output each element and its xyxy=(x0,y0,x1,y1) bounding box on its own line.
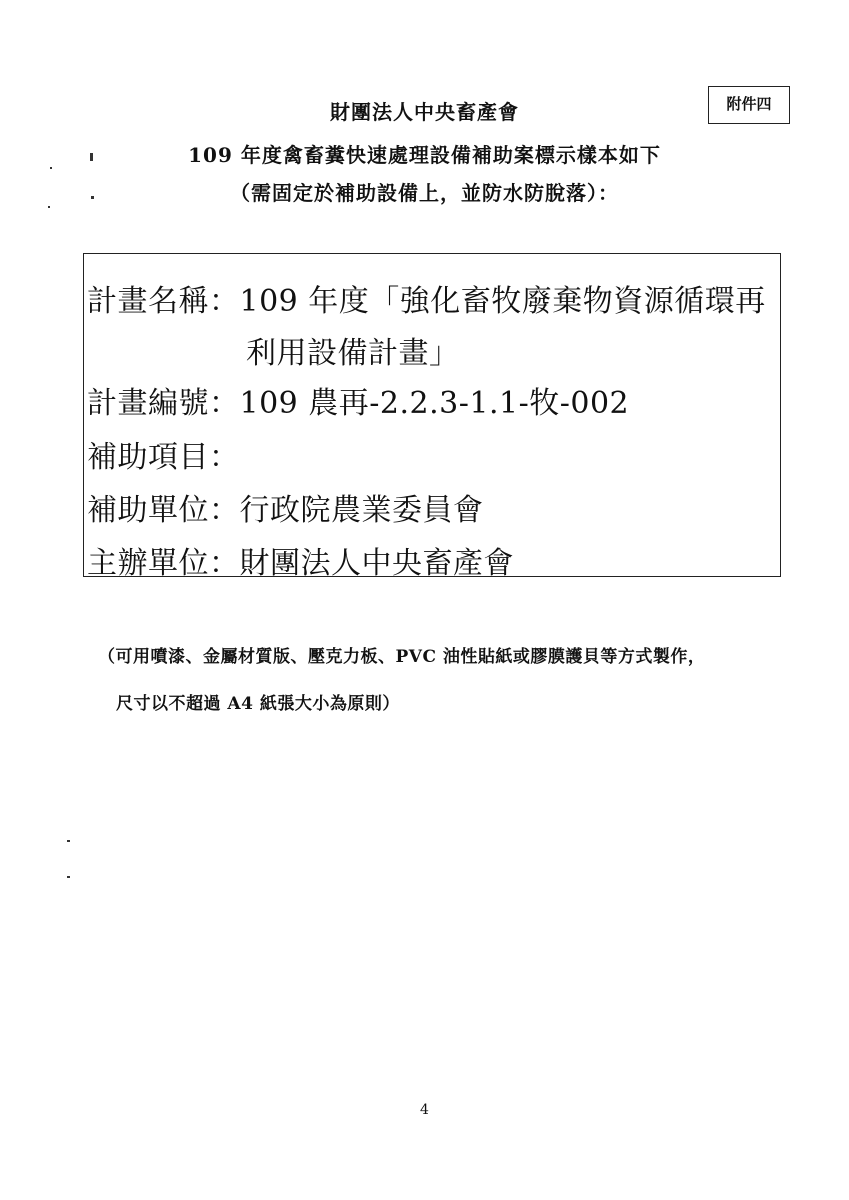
sign-sample-box xyxy=(83,253,781,581)
organization-title: 財團法人中央畜產會 xyxy=(330,100,519,124)
scan-speck xyxy=(50,167,52,169)
document-subject: 109 年度禽畜糞快速處理設備補助案標示樣本如下 xyxy=(188,143,661,167)
scan-speck xyxy=(48,206,50,208)
attachment-label: 附件四 xyxy=(708,86,790,124)
material-note-line2: 尺寸以不超過 A4 紙張大小為原則） xyxy=(116,694,400,714)
plan-name-row: 計畫名稱：109 年度「強化畜牧廢棄物資源循環再 xyxy=(87,284,766,319)
organizer-row: 主辦單位：財團法人中央畜產會 xyxy=(87,546,514,581)
subsidy-unit-row: 補助單位：行政院農業委員會 xyxy=(87,493,484,528)
scan-speck xyxy=(67,840,70,842)
page-number: 4 xyxy=(420,1102,429,1118)
scan-speck xyxy=(91,196,94,199)
plan-name-continuation: 利用設備計畫」 xyxy=(246,336,460,371)
mounting-instruction: （需固定於補助設備上，並防水防脫落）： xyxy=(230,181,619,205)
scan-speck xyxy=(67,876,70,878)
plan-number-row: 計畫編號：109 農再-2.2.3-1.1-牧-002 xyxy=(87,386,630,421)
scan-speck xyxy=(90,153,93,161)
material-note-line1: （可用噴漆、金屬材質版、壓克力板、PVC 油性貼紙或膠膜護貝等方式製作， xyxy=(98,647,706,667)
subsidy-item-row: 補助項目： xyxy=(87,440,240,475)
